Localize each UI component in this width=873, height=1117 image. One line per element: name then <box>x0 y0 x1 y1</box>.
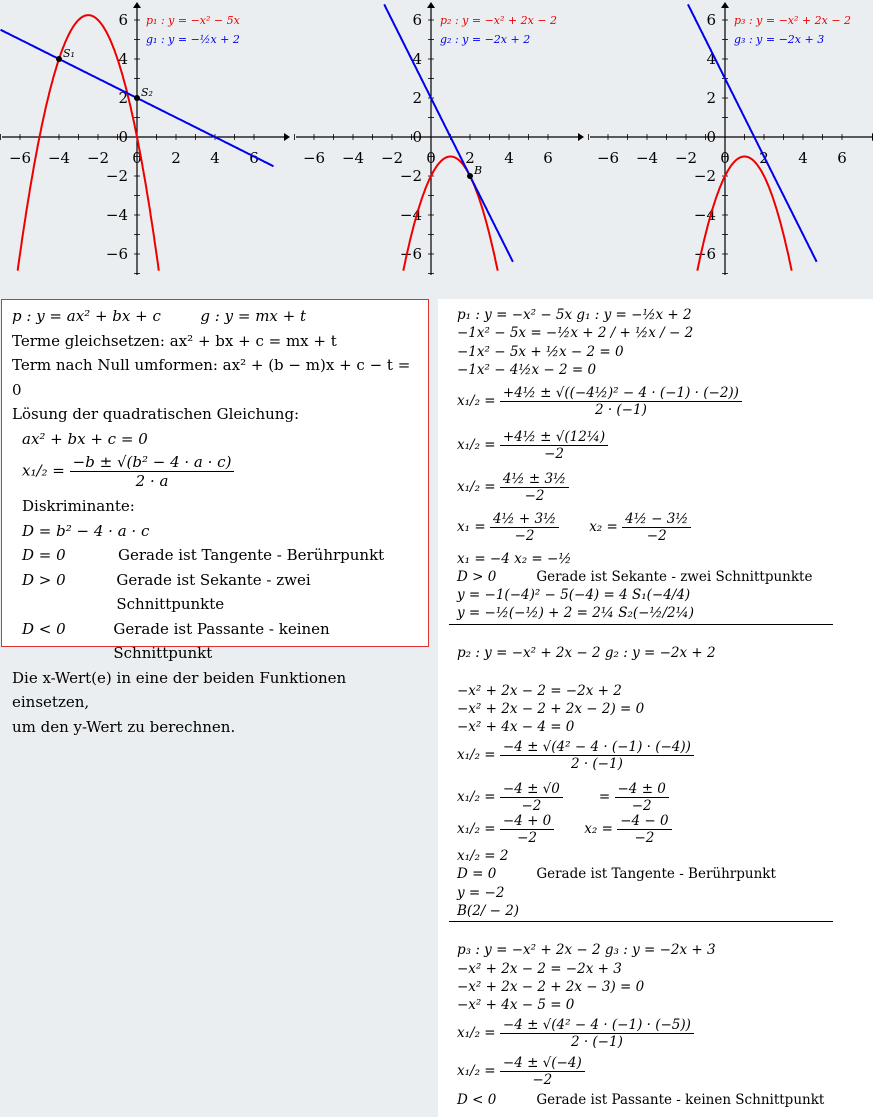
step-insert-2: um den y-Wert zu berechnen. <box>12 717 236 736</box>
ex3-simplified: −x² + 4x − 5 = 0 <box>457 997 575 1013</box>
case-text: Gerade ist Sekante - zwei Schnittpunkte <box>116 570 311 613</box>
denominator: 2 · (−1) <box>570 1034 623 1050</box>
ex1-rearrange: −1x² − 5x + ½x − 2 = 0 <box>457 344 624 360</box>
numerator: +4½ ± √((−4½)² − 4 · (−1) · (−2)) <box>500 385 742 402</box>
step-equate: Terme gleichsetzen: ax² + bx + c = mx + t <box>12 331 337 350</box>
y-tick-label: 0 <box>118 128 128 146</box>
formula-lhs: x₁/₂ = <box>22 461 65 480</box>
denominator: −2 <box>521 798 542 814</box>
ex3-equate: −x² + 2x − 2 = −2x + 3 <box>457 961 622 977</box>
denominator: −2 <box>544 446 564 462</box>
summary-box <box>1 299 429 736</box>
x-tick-label: −4 <box>635 149 659 167</box>
y-tick-label: −6 <box>399 245 422 263</box>
condition: D = 0 <box>457 866 497 882</box>
numerator: −4 ± √(4² − 4 · (−1) · (−4)) <box>500 739 694 756</box>
numerator: −4 − 0 <box>617 813 671 830</box>
lhs: x₁/₂ = <box>457 747 496 763</box>
parabola-general: p : y = ax² + bx + c <box>12 307 161 325</box>
lhs: x₂ = <box>589 519 618 535</box>
denominator: −2 <box>514 528 535 544</box>
divider <box>449 921 833 922</box>
condition: D < 0 <box>457 1092 497 1108</box>
fraction <box>500 385 742 418</box>
denominator: 2 · (−1) <box>594 402 647 418</box>
formula-fraction <box>70 453 235 490</box>
formula-numerator: −b ± √(b² − 4 · a · c) <box>70 453 235 472</box>
y-tick-label: 2 <box>706 89 716 107</box>
parabola-curve <box>18 15 159 271</box>
x-tick-label: 2 <box>465 149 475 167</box>
discriminant-formula: D = b² − 4 · a · c <box>22 521 150 540</box>
y-tick-label: 4 <box>412 50 422 68</box>
x-tick-label: −2 <box>86 149 110 167</box>
point-label: S₂ <box>141 86 153 99</box>
x-tick-label: −4 <box>341 149 365 167</box>
y-tick-label: 0 <box>412 128 422 146</box>
case-row <box>12 568 418 617</box>
case-row <box>12 617 418 666</box>
intersection-point <box>56 56 62 62</box>
denominator: −2 <box>524 488 545 504</box>
formula-denominator: 2 · a <box>135 472 169 490</box>
y-tick-label: 4 <box>706 50 716 68</box>
numerator: −4 ± 0 <box>615 781 669 798</box>
point-label: B <box>474 164 483 177</box>
step-rearrange: Term nach Null umformen: ax² + (b − m)x + c − t = 0 <box>12 356 411 399</box>
x-tick-label: 4 <box>210 149 220 167</box>
y-tick-label: 6 <box>706 11 716 29</box>
lhs: x₁/₂ = <box>457 393 496 409</box>
result-text: Gerade ist Sekante - zwei Schnittpunkte <box>536 569 813 585</box>
lhs: x₁/₂ = <box>457 1025 496 1041</box>
y-tick-label: −2 <box>105 167 128 185</box>
ex2-formula-3 <box>457 813 672 846</box>
x-tick-label: 0 <box>132 149 142 167</box>
ex1-formula-4 <box>457 511 691 544</box>
fraction <box>500 429 608 462</box>
y-tick-label: −6 <box>105 245 128 263</box>
line-legend: g₃ : y = −2x + 3 <box>734 33 825 46</box>
fraction <box>500 813 554 846</box>
case-row <box>12 543 418 568</box>
case-condition: D = 0 <box>22 546 66 564</box>
numerator: 4½ + 3½ <box>490 511 559 528</box>
quadratic-formula <box>12 453 418 490</box>
fraction <box>615 781 669 814</box>
fraction <box>500 471 569 504</box>
y-tick-label: 6 <box>412 11 422 29</box>
graph-3 <box>588 0 873 295</box>
parabola-legend: p₁ : y = −x² − 5x <box>146 14 240 27</box>
denominator: −2 <box>634 830 655 846</box>
y-tick-label: −2 <box>693 167 716 185</box>
discriminant-heading: Diskriminante: <box>22 497 135 515</box>
x-tick-label: 2 <box>171 149 181 167</box>
ex1-formula-1 <box>457 385 742 418</box>
x-tick-label: −6 <box>596 149 620 167</box>
y-axis-arrow-icon <box>427 2 435 8</box>
ex1-formula-3 <box>457 471 569 504</box>
y-tick-label: −4 <box>399 206 422 224</box>
line-general: g : y = mx + t <box>200 307 307 325</box>
ex1-formula-2 <box>457 429 608 462</box>
step-insert-1: Die x-Wert(e) in eine der beiden Funktionen einsetzen, <box>12 668 347 711</box>
fraction <box>500 1017 694 1050</box>
graph-2 <box>294 0 584 295</box>
ex1-functions: p₁ : y = −x² − 5x g₁ : y = −½x + 2 <box>457 307 692 323</box>
ex2-y-value: y = −2 <box>457 885 505 901</box>
x-tick-label: 0 <box>720 149 730 167</box>
case-condition: D > 0 <box>22 570 66 589</box>
numerator: −4 ± √(−4) <box>500 1055 585 1072</box>
y-tick-label: −6 <box>693 245 716 263</box>
ex1-point-1: y = −1(−4)² − 5(−4) = 4 S₁(−4/4) <box>457 587 691 603</box>
y-tick-label: 2 <box>412 89 422 107</box>
fraction <box>622 511 691 544</box>
graph-1 <box>0 0 290 295</box>
fraction <box>500 739 694 772</box>
ex1-solutions: x₁ = −4 x₂ = −½ <box>457 551 572 567</box>
ex3-result <box>457 1092 824 1108</box>
lhs: x₁/₂ = <box>457 479 496 495</box>
ex1-point-2: y = −½(−½) + 2 = 2¼ S₂(−½/2¼) <box>457 605 695 621</box>
ex2-formula-1 <box>457 739 694 772</box>
parabola-legend: p₃ : y = −x² + 2x − 2 <box>734 14 852 27</box>
numerator: +4½ ± √(12¼) <box>500 429 608 446</box>
numerator: −4 + 0 <box>500 813 554 830</box>
condition: D > 0 <box>457 569 497 585</box>
y-axis-arrow-icon <box>133 2 141 8</box>
step-solve-heading: Lösung der quadratischen Gleichung: <box>12 405 300 423</box>
x-axis-arrow-icon <box>284 133 290 141</box>
x-axis-arrow-icon <box>578 133 584 141</box>
ex1-result <box>457 569 812 585</box>
x-tick-label: 4 <box>798 149 808 167</box>
y-tick-label: −4 <box>693 206 716 224</box>
y-tick-label: −4 <box>105 206 128 224</box>
denominator: −2 <box>517 830 538 846</box>
ex1-simplified: −1x² − 4½x − 2 = 0 <box>457 362 597 378</box>
denominator: −2 <box>646 528 667 544</box>
denominator: 2 · (−1) <box>570 756 623 772</box>
quadratic-equation: ax² + bx + c = 0 <box>22 429 148 448</box>
x-tick-label: −2 <box>380 149 404 167</box>
x-tick-label: 2 <box>759 149 769 167</box>
y-axis-arrow-icon <box>721 2 729 8</box>
lhs: x₁/₂ = <box>457 821 496 837</box>
intersection-point <box>467 173 473 179</box>
lhs: x₁/₂ = <box>457 789 496 805</box>
ex2-formula-2 <box>457 781 669 814</box>
x-tick-label: 6 <box>543 149 553 167</box>
x-tick-label: 6 <box>837 149 847 167</box>
case-text: Gerade ist Tangente - Berührpunkt <box>118 546 385 564</box>
x-tick-label: −4 <box>47 149 71 167</box>
fraction <box>490 511 559 544</box>
numerator: −4 ± √(4² − 4 · (−1) · (−5)) <box>500 1017 694 1034</box>
numerator: 4½ − 3½ <box>622 511 691 528</box>
numerator: 4½ ± 3½ <box>500 471 569 488</box>
lhs: = <box>598 789 611 805</box>
fraction <box>500 781 563 814</box>
fraction <box>500 1055 585 1088</box>
x-tick-label: −2 <box>674 149 698 167</box>
parabola-legend: p₂ : y = −x² + 2x − 2 <box>440 14 558 27</box>
ex2-solution: x₁/₂ = 2 <box>457 848 509 864</box>
ex2-functions: p₂ : y = −x² + 2x − 2 g₂ : y = −2x + 2 <box>457 645 716 661</box>
fraction <box>617 813 671 846</box>
intersection-point <box>134 95 140 101</box>
result-text: Gerade ist Passante - keinen Schnittpunkt <box>536 1092 825 1108</box>
divider <box>449 624 833 625</box>
x-tick-label: −6 <box>302 149 326 167</box>
ex3-rearrange: −x² + 2x − 2 + 2x − 3) = 0 <box>457 979 645 995</box>
y-tick-label: 6 <box>118 11 128 29</box>
y-tick-label: 2 <box>118 89 128 107</box>
ex2-result <box>457 866 776 882</box>
x-tick-label: −6 <box>8 149 32 167</box>
x-tick-label: 4 <box>504 149 514 167</box>
lhs: x₁/₂ = <box>457 437 496 453</box>
line-legend: g₁ : y = −½x + 2 <box>146 33 240 46</box>
lhs: x₁/₂ = <box>457 1063 496 1079</box>
ex2-simplified: −x² + 4x − 4 = 0 <box>457 719 575 735</box>
x-tick-label: 0 <box>426 149 436 167</box>
case-text: Gerade ist Passante - keinen Schnittpunkt <box>113 619 330 662</box>
x-tick-label: 6 <box>249 149 259 167</box>
result-text: Gerade ist Tangente - Berührpunkt <box>536 866 776 882</box>
ex1-equate: −1x² − 5x = −½x + 2 / + ½x / − 2 <box>457 325 694 341</box>
denominator: −2 <box>631 798 652 814</box>
y-tick-label: −2 <box>399 167 422 185</box>
point-label: S₁ <box>63 47 75 60</box>
general-functions <box>12 304 418 329</box>
line-legend: g₂ : y = −2x + 2 <box>440 33 531 46</box>
ex2-point: B(2/ − 2) <box>457 903 520 919</box>
ex2-rearrange: −x² + 2x − 2 + 2x − 2) = 0 <box>457 701 645 717</box>
y-tick-label: 4 <box>118 50 128 68</box>
ex3-formula-2 <box>457 1055 585 1088</box>
denominator: −2 <box>532 1072 553 1088</box>
lhs: x₁ = <box>457 519 486 535</box>
case-condition: D < 0 <box>22 619 66 638</box>
ex3-functions: p₃ : y = −x² + 2x − 2 g₃ : y = −2x + 3 <box>457 942 716 958</box>
worked-examples <box>438 299 873 1117</box>
numerator: −4 ± √0 <box>500 781 563 798</box>
y-tick-label: 0 <box>706 128 716 146</box>
lhs: x₂ = <box>584 821 613 837</box>
ex2-equate: −x² + 2x − 2 = −2x + 2 <box>457 683 622 699</box>
ex3-formula-1 <box>457 1017 694 1050</box>
